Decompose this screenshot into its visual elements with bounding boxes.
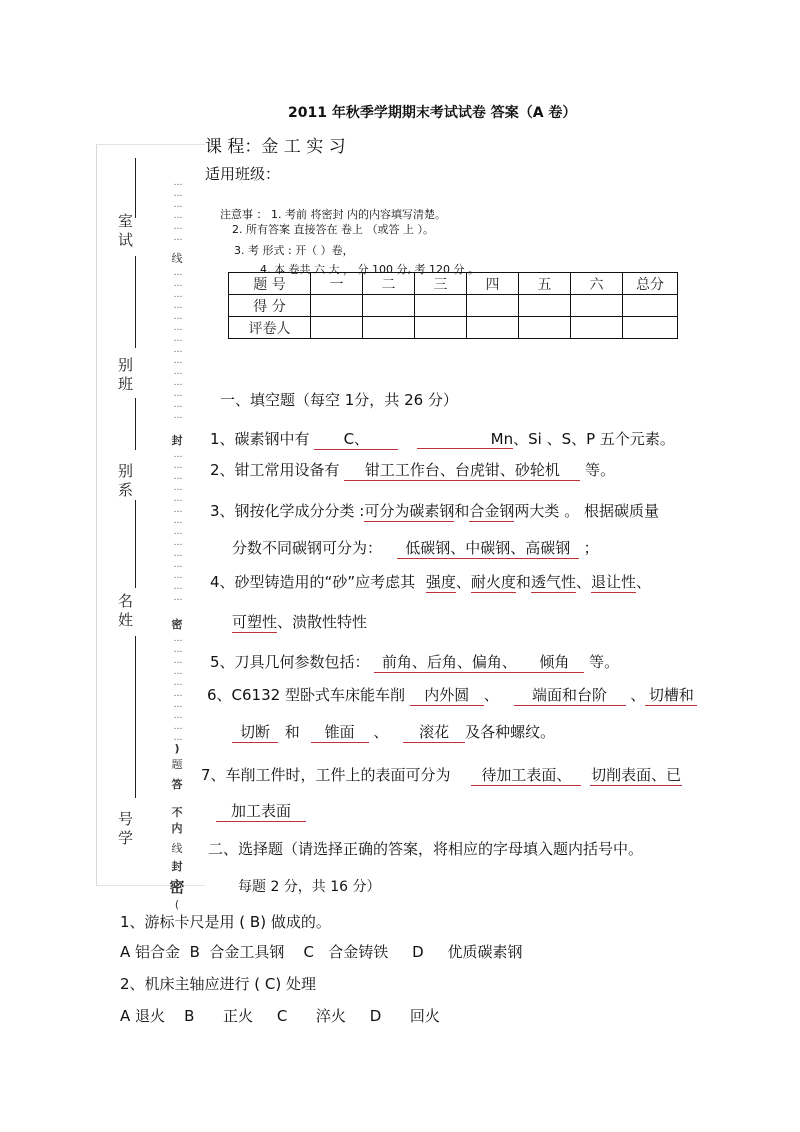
- seal-char: 答: [171, 778, 183, 791]
- binding-class-label: 别 班: [118, 356, 134, 393]
- binding-line: [135, 500, 136, 588]
- page-title: 2011 年秋季学期期末考试试卷 答案（A 卷）: [288, 105, 577, 121]
- binding-line: [135, 158, 136, 218]
- q4b-line: 可塑性、溃散性特性: [232, 613, 368, 631]
- seal-char: 封: [171, 434, 183, 447]
- score-table-row: [229, 295, 678, 317]
- note-line-3: 3. 考 形式 : 开（ ）卷，: [234, 244, 354, 257]
- course-name: 课 程：金 工 实 习: [205, 137, 346, 157]
- binding-margin: [96, 144, 205, 886]
- seal-char: 封: [171, 860, 183, 873]
- score-table-row: [229, 317, 678, 339]
- answer-blank: 切槽和: [645, 684, 697, 706]
- answer-blank: 倾角: [524, 651, 584, 673]
- q3b-line: 分数不同碳钢可分为： 低碳钢、中碳钢、高碳钢 ；: [232, 539, 599, 557]
- answer-blank: 滚花: [403, 721, 465, 743]
- seal-char: 密: [169, 878, 185, 896]
- score-table-header-cell: 六: [571, 273, 623, 295]
- binding-room-label: 室 试: [118, 212, 134, 249]
- seal-char: ): [174, 742, 180, 755]
- q3-line: 3、钢按化学成分分类 :可分为碳素钢和合金钢两大类 。 根据碳质量: [210, 502, 659, 520]
- seal-char: 不: [171, 806, 183, 819]
- q7b-line: [216, 800, 306, 822]
- q2-line: 2、钳工常用设备有 钳工工作台、台虎钳、砂轮机 等。: [210, 461, 616, 479]
- answer-blank: 可塑性: [232, 613, 278, 631]
- q6-line: 6、C6132 型卧式车床能车削 内外圆 、 端面和台阶 、 切槽和: [207, 684, 697, 706]
- binding-name-label: 名 姓: [118, 592, 134, 629]
- seal-char: 内: [171, 822, 183, 835]
- score-table-header-row: [229, 273, 678, 295]
- seal-char: 线: [171, 252, 183, 265]
- score-table-header-cell: 三: [415, 273, 467, 295]
- seal-dots: … … … … … … … … … … … … … …: [173, 450, 183, 603]
- score-row-label: 得 分: [229, 295, 311, 317]
- grader-row-label: 评卷人: [229, 317, 311, 339]
- class-label: 适用班级：: [205, 165, 281, 183]
- mc-q2: 2、机床主轴应进行 ( C) 处理: [120, 975, 317, 993]
- answer-blank: 钳工工作台、台虎钳、砂轮机: [344, 459, 580, 481]
- score-table-header-cell: 四: [467, 273, 519, 295]
- q5-line: 5、刀具几何参数包括： 前角、后角、偏角、 倾角 等。: [210, 653, 620, 671]
- seal-dots: … … … … … … … … … …: [173, 634, 183, 743]
- answer-blank: 可分为碳素钢: [364, 502, 455, 520]
- answer-blank: 强度: [425, 573, 456, 591]
- q6b-line: 切断 和 锥面 、 滚花 及各种螺纹。: [232, 721, 555, 743]
- seal-dots: … … … … … …: [173, 178, 183, 243]
- score-table-header-cell: 二: [363, 273, 415, 295]
- q7-line: 7、车削工件时，工件上的表面可分为 待加工表面、 切削表面、已: [201, 766, 682, 784]
- note-line-4: 4. 本 卷共 六 大 ， 分 100 分, 考 120 分 。: [260, 263, 479, 276]
- answer-blank: 低碳钢、中碳钢、高碳钢: [397, 537, 579, 559]
- seal-dots: … … … … … … … … … … … … … …: [173, 268, 183, 421]
- section2-subtitle: 每题 2 分，共 16 分）: [238, 879, 381, 895]
- q4-line: 4、砂型铸造用的“砂”应考虑其 强度、耐火度和透气性、退让性、: [210, 573, 651, 591]
- answer-blank: Mn: [417, 430, 513, 449]
- answer-blank: 切断: [232, 721, 278, 743]
- seal-char: 密: [171, 618, 183, 631]
- score-table-header-cell: 总分: [623, 273, 678, 295]
- binding-id-label: 号 学: [118, 810, 134, 847]
- answer-blank: 透气性: [530, 573, 576, 591]
- score-table: [228, 272, 678, 339]
- answer-blank: 耐火度: [470, 573, 516, 591]
- answer-blank: 加工表面: [216, 800, 306, 822]
- answer-blank: 锥面: [311, 721, 369, 743]
- answer-blank: 合金钢: [469, 502, 515, 520]
- binding-line: [135, 256, 136, 348]
- binding-line: [135, 398, 136, 450]
- mc-q1-options: A 铝合金 B 合金工具钢 C 合金铸铁 D 优质碳素钢: [120, 943, 523, 961]
- seal-char: (: [174, 898, 180, 911]
- note-line-1: 注意事 ： 1. 考前 将密封 内的内容填写清楚。: [220, 208, 446, 221]
- binding-line: [135, 636, 136, 798]
- answer-blank: C、: [314, 428, 398, 450]
- q1-line: 1、碳素钢中有 C、 Mn、Si 、S、P 五个元素。: [210, 430, 675, 448]
- answer-blank: 前角、后角、偏角、: [374, 651, 524, 673]
- score-table-header-cell: 五: [519, 273, 571, 295]
- answer-blank: 待加工表面、: [471, 764, 581, 786]
- section2-title: 二、选择题（请选择正确的答案，将相应的字母填入题内括号中。: [208, 840, 644, 858]
- mc-q2-options: A 退火 B 正火 C 淬火 D 回火: [120, 1007, 440, 1025]
- seal-char: 题: [171, 758, 183, 771]
- answer-blank: 退让性: [590, 573, 636, 591]
- answer-blank: 端面和台阶: [514, 684, 626, 706]
- binding-dept-label: 别 系: [118, 462, 134, 499]
- answer-blank: 内外圆: [410, 684, 484, 706]
- mc-q1: 1、游标卡尺是用 ( B) 做成的。: [120, 913, 331, 931]
- score-table-header-cell: 一: [311, 273, 363, 295]
- answer-blank: 切削表面、已: [591, 766, 682, 784]
- section1-title: 一、填空题（每空 1分，共 26 分）: [220, 391, 458, 409]
- score-table-header-cell: 题 号: [229, 273, 311, 295]
- seal-char: 线: [171, 842, 183, 855]
- note-line-2: 2. 所有答案 直接答在 卷上 （或答 上 ）。: [232, 223, 434, 236]
